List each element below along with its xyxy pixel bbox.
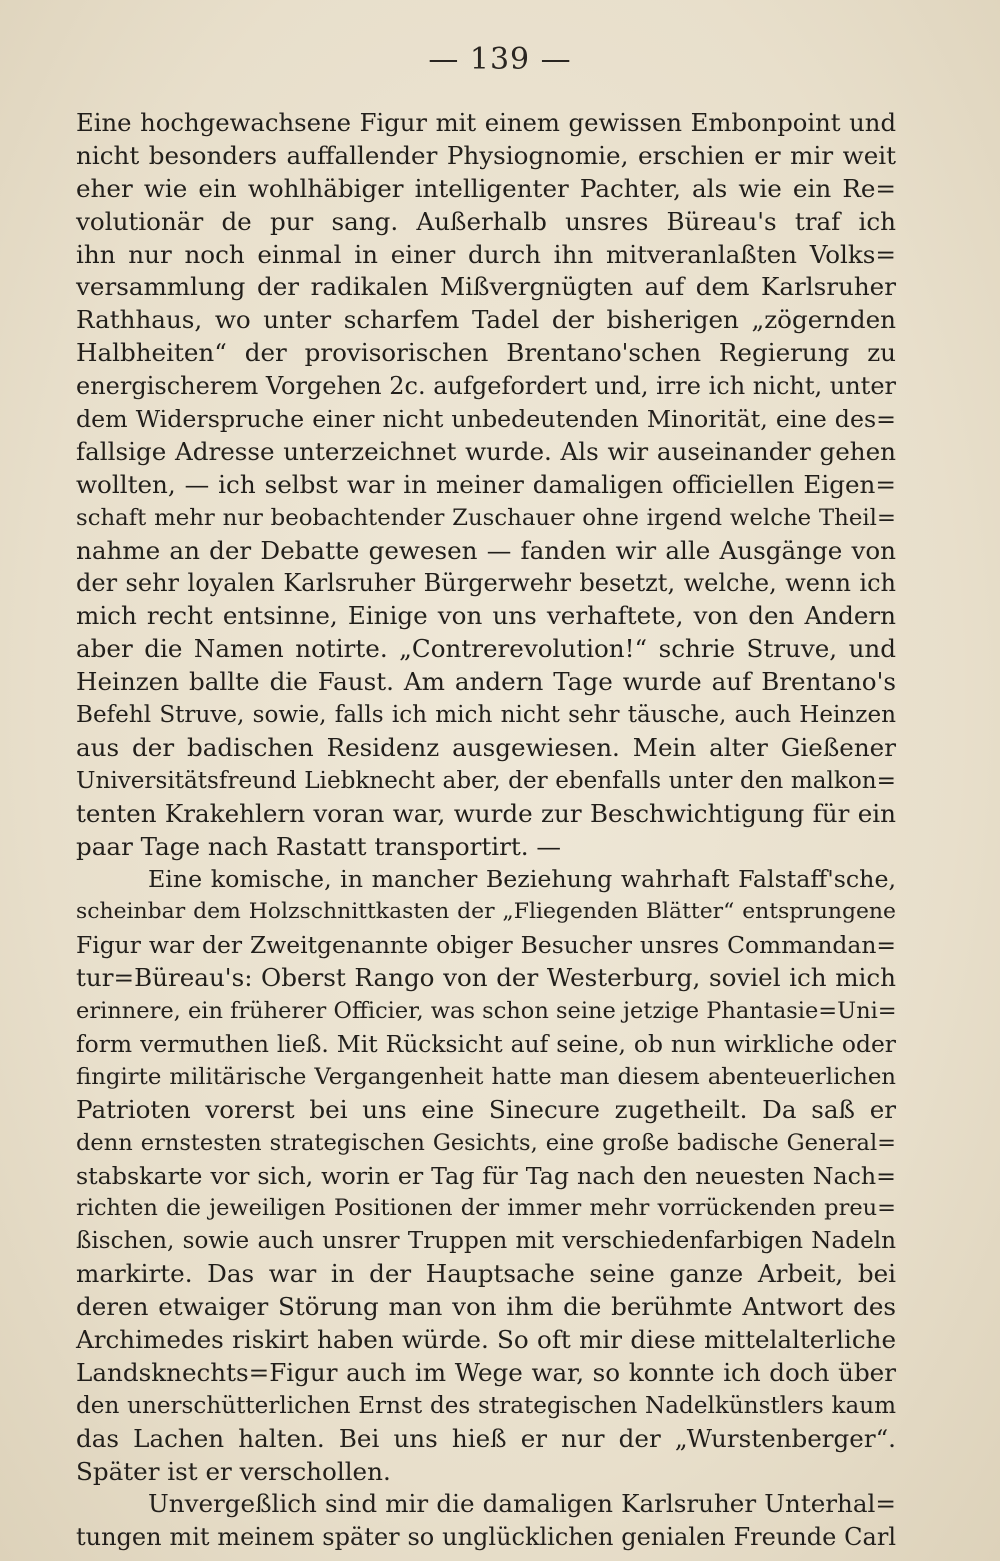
text-line: form vermuthen ließ. Mit Rücksicht auf seine, ob nun wirkliche oder [76, 1029, 896, 1058]
text-line: Eine hochgewachsene Figur mit einem gewissen Embonpoint und [76, 108, 896, 137]
text-line: nicht besonders auffallender Physiognomie, erschien er mir weit [76, 140, 896, 170]
text-line: wollten, — ich selbst war in meiner damaligen officiellen Eigen= [76, 469, 896, 499]
text-line: nahme an der Debatte gewesen — fanden wir alle Ausgänge von [76, 535, 896, 565]
text-line: Universitätsfreund Liebknecht aber, der ebenfalls unter den malkon= [76, 767, 896, 794]
text-line: Unvergeßlich sind mir die damaligen Karlsruher Unterhal= [148, 1489, 896, 1519]
text-line: mich recht entsinne, Einige von uns verhaftete, von den Andern [76, 601, 896, 631]
text-line: tenten Krakehlern voran war, wurde zur Beschwichtigung für ein [76, 798, 896, 828]
text-line: Befehl Struve, sowie, falls ich mich nicht sehr täusche, auch Heinzen [76, 702, 896, 729]
text-line: aber die Namen notirte. „Contrerevolution!“ schrie Struve, und [76, 634, 896, 664]
text-line: erinnere, ein früherer Officier, was schon seine jetzige Phantasie=Uni= [76, 998, 897, 1025]
text-line: Figur war der Zweitgenannte obiger Besucher unsres Commandan= [76, 931, 896, 960]
text-line: Halbheiten“ der provisorischen Brentano'schen Regierung zu [76, 338, 896, 368]
text-line: ßischen, sowie auch unsrer Truppen mit verschiedenfarbigen Nadeln [76, 1228, 896, 1255]
text-line: Später ist er verschollen. [76, 1456, 391, 1486]
text-line: aus der badischen Residenz ausgewiesen. Mein alter Gießener [76, 732, 896, 762]
page-number: — 139 — [428, 42, 572, 77]
text-line: das Lachen halten. Bei uns hieß er nur der „Wurstenberger“. [76, 1423, 896, 1453]
text-line: Rathhaus, wo unter scharfem Tadel der bisherigen „zögernden [76, 305, 896, 335]
text-line: Landsknechts=Figur auch im Wege war, so konnte ich doch über [76, 1357, 896, 1387]
text-line: denn ernstesten strategischen Gesichts, eine große badische General= [76, 1129, 896, 1156]
text-line: den unerschütterlichen Ernst des strategischen Nadelkünstlers kaum [76, 1392, 896, 1419]
text-line: Heinzen ballte die Faust. Am andern Tage wurde auf Brentano's [76, 667, 896, 697]
text-line: Archimedes riskirt haben würde. So oft mir diese mittelalterliche [76, 1324, 896, 1354]
text-line: tur=Büreau's: Oberst Rango von der Westerburg, soviel ich mich [76, 963, 896, 993]
text-line: tungen mit meinem später so unglücklichen genialen Freunde Carl [76, 1523, 896, 1552]
text-line: stabskarte vor sich, worin er Tag für Tag nach den neuesten Nach= [76, 1161, 896, 1190]
text-line: paar Tage nach Rastatt transportirt. — [76, 831, 562, 861]
text-line: volutionär de pur sang. Außerhalb unsres Büreau's traf ich [76, 206, 896, 236]
text-line: scheinbar dem Holzschnittkasten der „Fliegenden Blätter“ entsprungene [76, 899, 896, 925]
text-line: richten die jeweiligen Positionen der immer mehr vorrückenden preu= [76, 1195, 896, 1222]
text-line: dem Widerspruche einer nicht unbedeutenden Minorität, eine des= [76, 405, 896, 434]
text-line: eher wie ein wohlhäbiger intelligenter Pachter, als wie ein Re= [76, 173, 896, 203]
text-line: markirte. Das war in der Hauptsache seine ganze Arbeit, bei [76, 1259, 896, 1289]
body-text [76, 107, 896, 1554]
text-line: schaft mehr nur beobachtender Zuschauer ohne irgend welche Theil= [76, 504, 896, 531]
text-line: versammlung der radikalen Mißvergnügten auf dem Karlsruher [76, 272, 896, 302]
text-line: fingirte militärische Vergangenheit hatte man diesem abenteuerlichen [76, 1063, 896, 1090]
text-line: deren etwaiger Störung man von ihm die berühmte Antwort des [76, 1292, 896, 1322]
text-line: energischerem Vorgehen 2c. aufgefordert und, irre ich nicht, unter [76, 372, 896, 401]
text-line: der sehr loyalen Karlsruher Bürgerwehr besetzt, welche, wenn ich [76, 569, 896, 598]
text-line: fallsige Adresse unterzeichnet wurde. Als wir auseinander gehen [76, 436, 896, 466]
text-line: Patrioten vorerst bei uns eine Sinecure zugetheilt. Da saß er [76, 1094, 896, 1124]
text-line: Eine komische, in mancher Beziehung wahrhaft Falstaff'sche, [148, 865, 896, 894]
text-line: ihn nur noch einmal in einer durch ihn mitveranlaßten Volks= [76, 239, 896, 269]
